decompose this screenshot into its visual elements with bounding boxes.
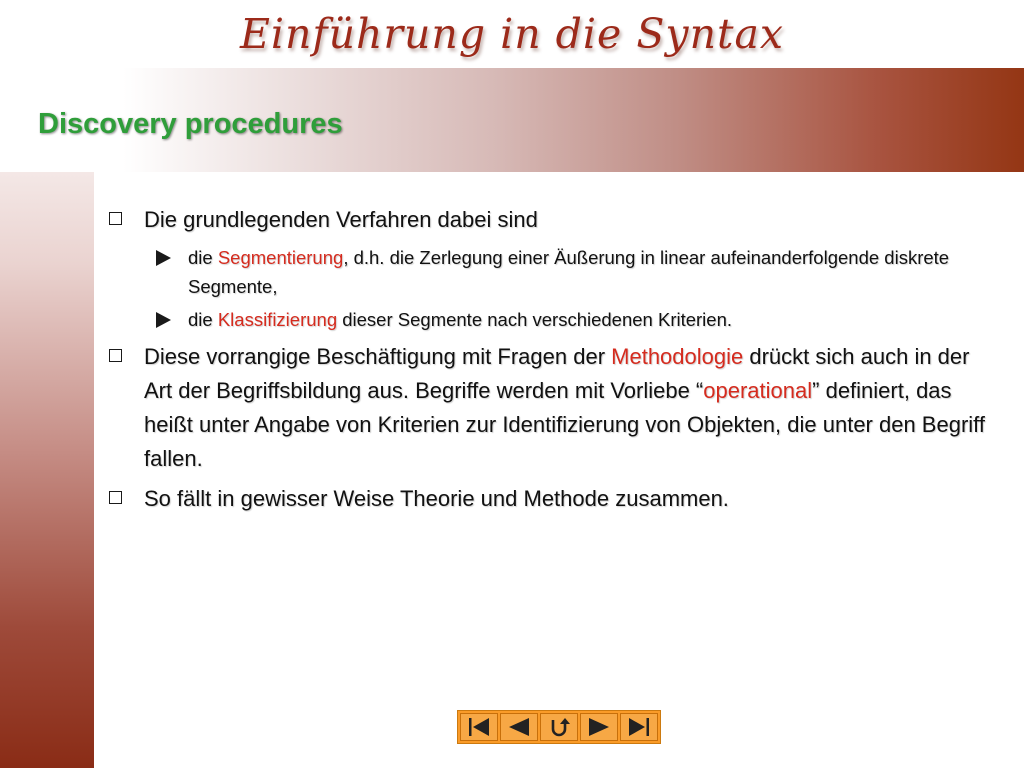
square-bullet-icon [109,212,122,225]
bullet-1 [107,203,987,237]
triangle-bullet-icon [156,312,171,328]
bullet-2-highlight-methodologie: Methodologie [611,344,744,369]
square-bullet-icon [109,491,122,504]
sub-bullet-1-pre: die [188,247,218,268]
triangle-bullet-icon [156,250,171,266]
last-slide-button[interactable] [620,713,658,741]
last-slide-icon [626,716,652,738]
bullet-2-highlight-operational: operational [703,378,813,403]
return-icon [546,716,572,738]
navigation-bar [457,710,661,744]
bullet-1-text: Die grundlegenden Verfahren dabei sind [144,207,538,232]
left-gradient-bar [0,68,94,768]
bullet-2-mid: drückt sich auch in der Art der Begriffsbildung aus. Begriffe werden mit Vorliebe “ [144,344,970,403]
bullet-2-pre: Diese vorrangige Beschäftigung mit Fragen der [144,344,612,369]
first-slide-button[interactable] [460,713,498,741]
header-title: Einführung in die Syntax [239,10,785,58]
next-slide-button[interactable] [580,713,618,741]
return-button[interactable] [540,713,578,741]
first-slide-icon [466,716,492,738]
bullet-2-post: ” definiert, das heißt unter Angabe von Kriterien zur Identifizierung von Objekten, die unter den Begriff fallen. [144,378,985,471]
sub-bullet-2-highlight: Klassifizierung [217,309,338,330]
sub-bullet-1-post: , d.h. die Zerlegung einer Äußerung in linear aufeinanderfolgende diskrete Segmente, [188,247,950,297]
previous-slide-button[interactable] [500,713,538,741]
sub-bullet-2-post: dieser Segmente nach verschiedenen Kriterien. [337,309,733,330]
slide-content [107,203,987,522]
bullet-3 [107,482,987,516]
slide-title: Discovery procedures [38,108,343,140]
square-bullet-icon [109,349,122,362]
next-slide-icon [586,716,612,738]
bullet-3-text: So fällt in gewisser Weise Theorie und Methode zusammen. [144,486,729,511]
sub-bullet-2-pre: die [188,309,218,330]
sub-bullet-1 [107,243,987,301]
bullet-2 [107,340,987,476]
sub-bullet-2 [107,305,987,334]
previous-slide-icon [506,716,532,738]
sub-bullet-1-highlight: Segmentierung [217,247,344,268]
